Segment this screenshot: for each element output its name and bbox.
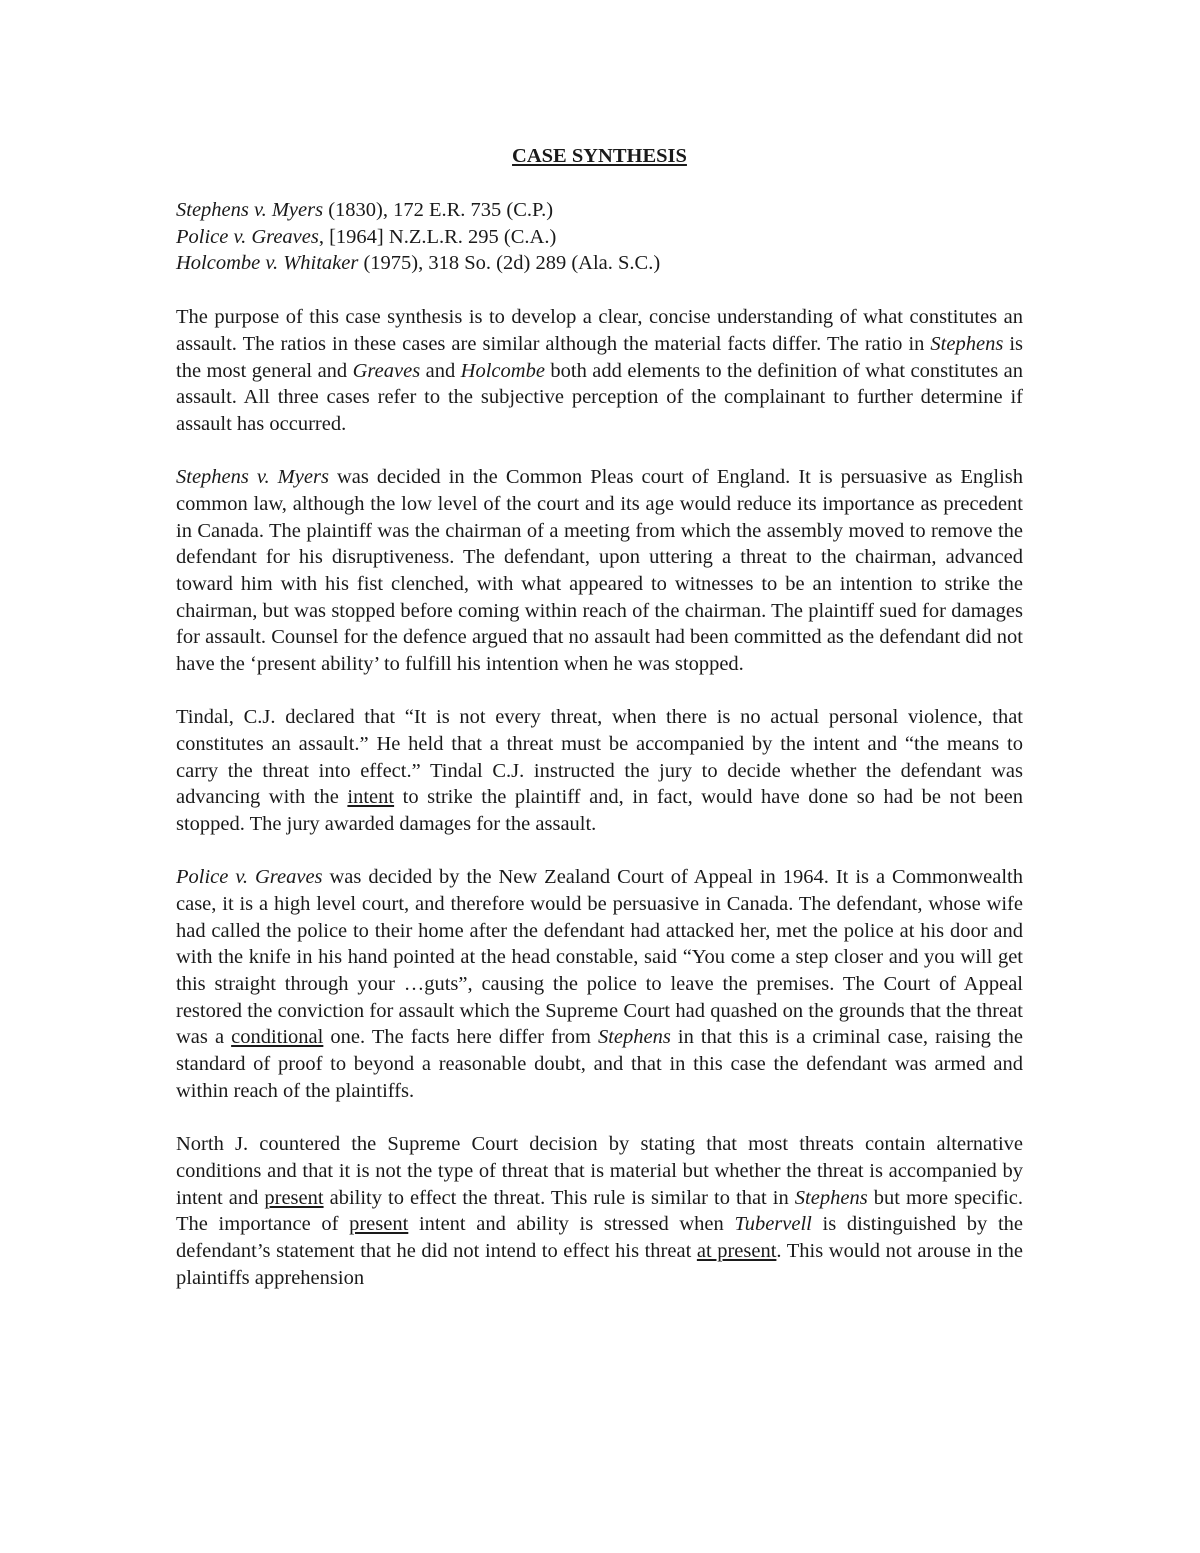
paragraph-text: intent and ability is stressed when — [408, 1213, 735, 1236]
citation-stephens — [176, 197, 1023, 224]
document-title: CASE SYNTHESIS — [512, 145, 687, 167]
citation-case-name: Holcombe v. Whitaker — [176, 252, 359, 275]
document-page — [176, 143, 1023, 1318]
paragraph-text: in that this is a criminal case, raising the standard of proof to beyond a reasonable doubt, and that in this case the defendant was armed and within reach of the plaintiffs. — [176, 1026, 1024, 1102]
paragraph — [176, 704, 1023, 838]
italic-case-name: Tubervell — [734, 1213, 812, 1236]
italic-case-name: Holcombe — [460, 359, 545, 382]
paragraph-text: is the most general and — [176, 332, 1023, 382]
paragraph-text: Tindal, C.J. declared that “It is not every threat, when there is no actual personal violence, that constitutes an assault.” He held that a threat must be accompanied by the intent and “the means to carry the threat into effect.” Tindal C.J. instructed the jury to decide whether the defendant was advancing with the — [176, 706, 1023, 809]
document-body — [176, 304, 1023, 1291]
underlined-text: intent — [347, 786, 395, 809]
paragraph-text: was decided by the New Zealand Court of Appeal in 1964. It is a Commonwealth case, it is a high level court, and therefore would be persuasive in Canada. The defendant, whose wife had called the police to their home after the defendant had attacked her, met the police at his door and with the knife in his hand pointed at the head constable, said “You come a step closer and you will get this straight through your …guts”, causing the police to leave the premises. The Court of Appeal restored the conviction for assault which the Supreme Court had quashed on the grounds that the threat was a — [176, 866, 1023, 1049]
citation-case-name: Police v. Greaves — [176, 225, 319, 248]
paragraph-text: The purpose of this case synthesis is to develop a clear, concise understanding of what constitutes an assault. The ratios in these cases are similar although the material facts differ. The ratio in — [176, 306, 1023, 355]
italic-case-name: Stephens v. Myers — [176, 466, 329, 489]
underlined-text: present — [349, 1213, 409, 1236]
citation-reference: (1830), 172 E.R. 735 (C.P.) — [323, 199, 554, 221]
citation-reference: , [1964] N.Z.L.R. 295 (C.A.) — [318, 225, 557, 248]
italic-case-name: Stephens — [597, 1026, 671, 1049]
citation-case-name: Stephens v. Myers — [176, 199, 324, 221]
italic-case-name: Police v. Greaves — [176, 866, 323, 889]
paragraph-text: to strike the plaintiff and, in fact, would have done so had be not been stopped. The jury awarded damages for the assault. — [176, 786, 1023, 836]
paragraph — [176, 304, 1023, 438]
italic-case-name: Greaves — [352, 359, 421, 382]
paragraph — [176, 864, 1023, 1104]
citation-reference: (1975), 318 So. (2d) 289 (Ala. S.C.) — [358, 252, 661, 275]
paragraph-text: ability to effect the threat. This rule is similar to that in — [323, 1186, 795, 1209]
paragraph-text: was decided in the Common Pleas court of England. It is persuasive as English common law, although the low level of the court and its age would reduce its importance as precedent in Canada. The plaintiff was the chairman of a meeting from which the assembly moved to remove the defendant for his disruptiveness. The defendant, upon uttering a threat to the chairman, advanced toward him with his fist clenched, with what appeared to witnesses to be an intention to strike the chairman, but was stopped before coming within reach of the chairman. The plaintiff sued for damages for assault. Counsel for the defence argued that no assault had been committed as the defendant did not have the ‘present ability’ to fulfill his intention when he was stopped. — [176, 466, 1023, 676]
italic-case-name: Stephens — [794, 1186, 868, 1209]
paragraph-text: but more specific. The importance of — [176, 1186, 1023, 1236]
underlined-text: present — [264, 1186, 324, 1209]
case-citations — [176, 197, 1023, 277]
paragraph-text: both add elements to the definition of what constitutes an assault. All three cases refer to the subjective perception of the complainant to further determine if assault has occurred. — [176, 359, 1023, 435]
paragraph-text: is distinguished by the defendant’s statement that he did not intend to effect his threat — [176, 1213, 1023, 1262]
paragraph-text: and — [420, 359, 461, 382]
paragraph-text: North J. countered the Supreme Court decision by stating that most threats contain alternative conditions and that it is not the type of threat that is material but whether the threat is accompanied by intent and — [176, 1133, 1023, 1209]
underlined-text: conditional — [231, 1026, 324, 1049]
underlined-text: at present — [696, 1239, 777, 1262]
paragraph-text: . This would not arouse in the plaintiffs apprehension — [176, 1239, 1023, 1289]
paragraph — [176, 464, 1023, 678]
paragraph — [176, 1131, 1023, 1291]
citation-greaves — [176, 224, 1023, 251]
paragraph-text: one. The facts here differ from — [323, 1026, 598, 1049]
italic-case-name: Stephens — [930, 332, 1004, 355]
citation-holcombe — [176, 250, 1023, 277]
